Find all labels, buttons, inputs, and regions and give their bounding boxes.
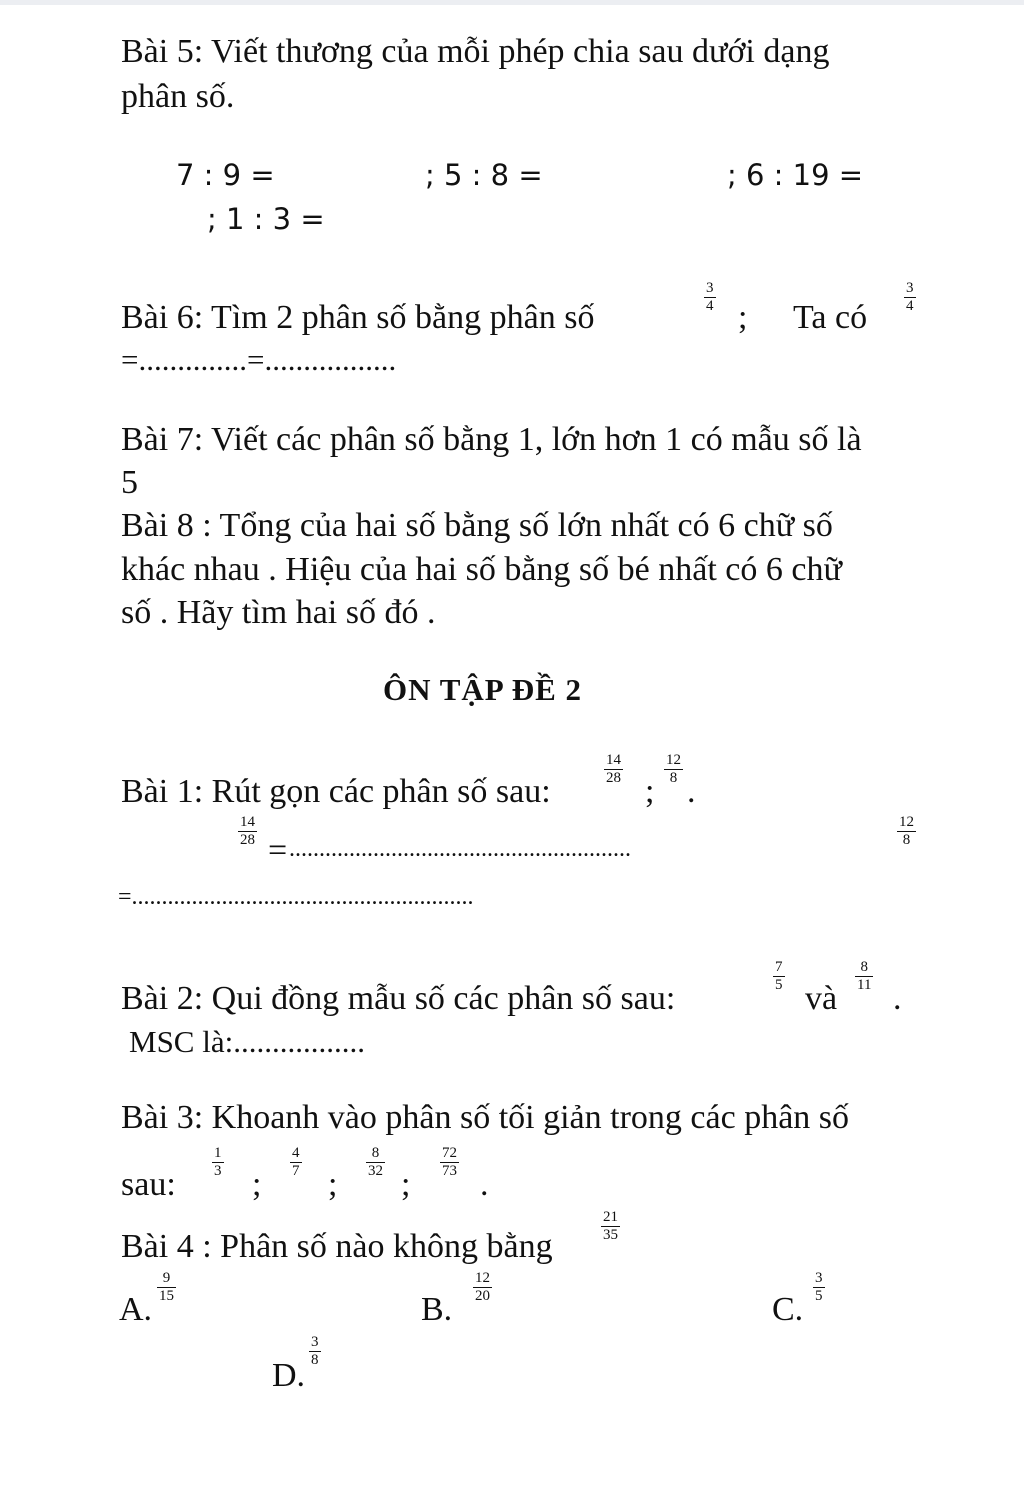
- frac-den: 4: [906, 298, 914, 314]
- bai5-line1: Bài 5: Viết thương của mỗi phép chia sau dưới dạng: [121, 33, 830, 70]
- option-b-label: B.: [421, 1291, 453, 1328]
- frac-num: 1: [214, 1145, 222, 1161]
- de2-bai4-fraction: [601, 1209, 620, 1244]
- bai6-answer-line: =..............=.................: [121, 342, 397, 377]
- de2-bai2-end: .: [893, 980, 902, 1017]
- frac-den: 20: [475, 1288, 490, 1304]
- bai5-line2: phân số.: [121, 78, 235, 115]
- frac-num: 3: [815, 1270, 823, 1286]
- de2-bai3-fraction-4: [440, 1145, 459, 1180]
- frac-num: 14: [606, 752, 621, 768]
- de2-bai3-line1: Bài 3: Khoanh vào phân số tối giản trong các phân số: [121, 1099, 850, 1136]
- de2-bai3-sep-3: ;: [401, 1166, 411, 1203]
- de2-bai2-fraction-1: [773, 959, 785, 994]
- bai8-line3: số . Hãy tìm hai số đó .: [121, 594, 436, 631]
- option-c-label: C.: [772, 1291, 804, 1328]
- bai8-line2: khác nhau . Hiệu của hai số bằng số bé nhất có 6 chữ: [121, 551, 842, 588]
- de2-bai1-answer-line: =.........................................................: [118, 884, 474, 910]
- frac-num: 21: [603, 1209, 618, 1225]
- frac-den: 4: [706, 298, 714, 314]
- bai8-line1: Bài 8 : Tổng của hai số bằng số lớn nhất có 6 chữ số: [121, 507, 833, 544]
- frac-num: 14: [240, 814, 255, 830]
- frac-num: 72: [442, 1145, 457, 1161]
- bai6-fraction: [704, 280, 716, 315]
- bai7-line1: Bài 7: Viết các phân số bằng 1, lớn hơn 1 có mẫu số là: [121, 421, 862, 458]
- de2-bai4-text: Bài 4 : Phân số nào không bằng: [121, 1228, 553, 1265]
- de2-bai1-end: .: [687, 773, 696, 810]
- de2-bai1-separator: ;: [645, 773, 655, 810]
- de2-bai1-fraction-2: [664, 752, 683, 787]
- option-c-fraction: [813, 1270, 825, 1305]
- frac-num: 3: [706, 280, 714, 296]
- bai5-expr4: ; 1 : 3 =: [207, 202, 325, 236]
- frac-den: 5: [775, 977, 783, 993]
- frac-den: 28: [606, 770, 621, 786]
- bai6-text: Bài 6: Tìm 2 phân số bằng phân số: [121, 299, 595, 336]
- frac-den: 32: [368, 1163, 383, 1179]
- bai6-ta-co: Ta có: [793, 299, 868, 336]
- frac-den: 8: [311, 1352, 319, 1368]
- frac-den: 8: [669, 770, 678, 786]
- de2-bai2-va: và: [805, 980, 838, 1017]
- de2-bai3-sep-2: ;: [328, 1166, 338, 1203]
- de2-bai3-sau: sau:: [121, 1166, 176, 1203]
- frac-den: 8: [902, 832, 911, 848]
- frac-den: 28: [240, 832, 255, 848]
- option-d-fraction: [309, 1334, 321, 1369]
- top-bar: [0, 0, 1024, 5]
- bai5-expr3: ; 6 : 19 =: [727, 158, 864, 192]
- frac-num: 12: [899, 814, 914, 830]
- bai7-line2: 5: [121, 464, 138, 501]
- frac-den: 11: [857, 977, 872, 993]
- frac-den: 5: [815, 1288, 823, 1304]
- frac-den: 15: [159, 1288, 174, 1304]
- de2-bai3-fraction-3: [366, 1145, 385, 1180]
- de2-bai3-fraction-2: [290, 1145, 302, 1180]
- frac-num: 3: [311, 1334, 319, 1350]
- frac-num: 8: [366, 1145, 385, 1163]
- frac-den: 35: [603, 1227, 618, 1243]
- frac-den: 3: [214, 1163, 222, 1179]
- option-b-fraction: [473, 1270, 492, 1305]
- frac-den: 7: [292, 1163, 300, 1179]
- de2-bai2-msc: MSC là:.................: [129, 1024, 365, 1059]
- de2-bai1-dots: .........................................................: [289, 836, 631, 862]
- section-heading: ÔN TẬP ĐỀ 2: [383, 672, 583, 707]
- option-d-label: D.: [272, 1357, 306, 1394]
- frac-num: 7: [775, 959, 783, 975]
- de2-bai2-text: Bài 2: Qui đồng mẫu số các phân số sau:: [121, 980, 676, 1017]
- de2-bai3-sep-1: ;: [252, 1166, 262, 1203]
- bai5-expr1: 7 : 9 =: [176, 158, 275, 192]
- de2-bai1-fraction-1: [604, 752, 623, 787]
- frac-num: 12: [475, 1270, 490, 1286]
- bai5-expr2: ; 5 : 8 =: [425, 158, 543, 192]
- de2-bai1-equals: =: [268, 832, 288, 869]
- frac-num: 8: [855, 959, 873, 977]
- option-a-label: A.: [119, 1291, 153, 1328]
- de2-bai2-fraction-2: [855, 959, 873, 994]
- de2-bai3-end: .: [480, 1166, 489, 1203]
- de2-bai1-fraction-4: [897, 814, 916, 849]
- bai6-separator: ;: [738, 299, 748, 336]
- frac-den: 73: [442, 1163, 457, 1179]
- frac-num: 3: [906, 280, 914, 296]
- frac-num: 9: [157, 1270, 176, 1288]
- de2-bai1-fraction-3: [238, 814, 257, 849]
- de2-bai1-text: Bài 1: Rút gọn các phân số sau:: [121, 773, 551, 810]
- bai6-fraction-2: [904, 280, 916, 315]
- option-a-fraction: [157, 1270, 176, 1305]
- de2-bai3-fraction-1: [212, 1145, 224, 1180]
- frac-num: 12: [666, 752, 681, 768]
- frac-num: 4: [292, 1145, 300, 1161]
